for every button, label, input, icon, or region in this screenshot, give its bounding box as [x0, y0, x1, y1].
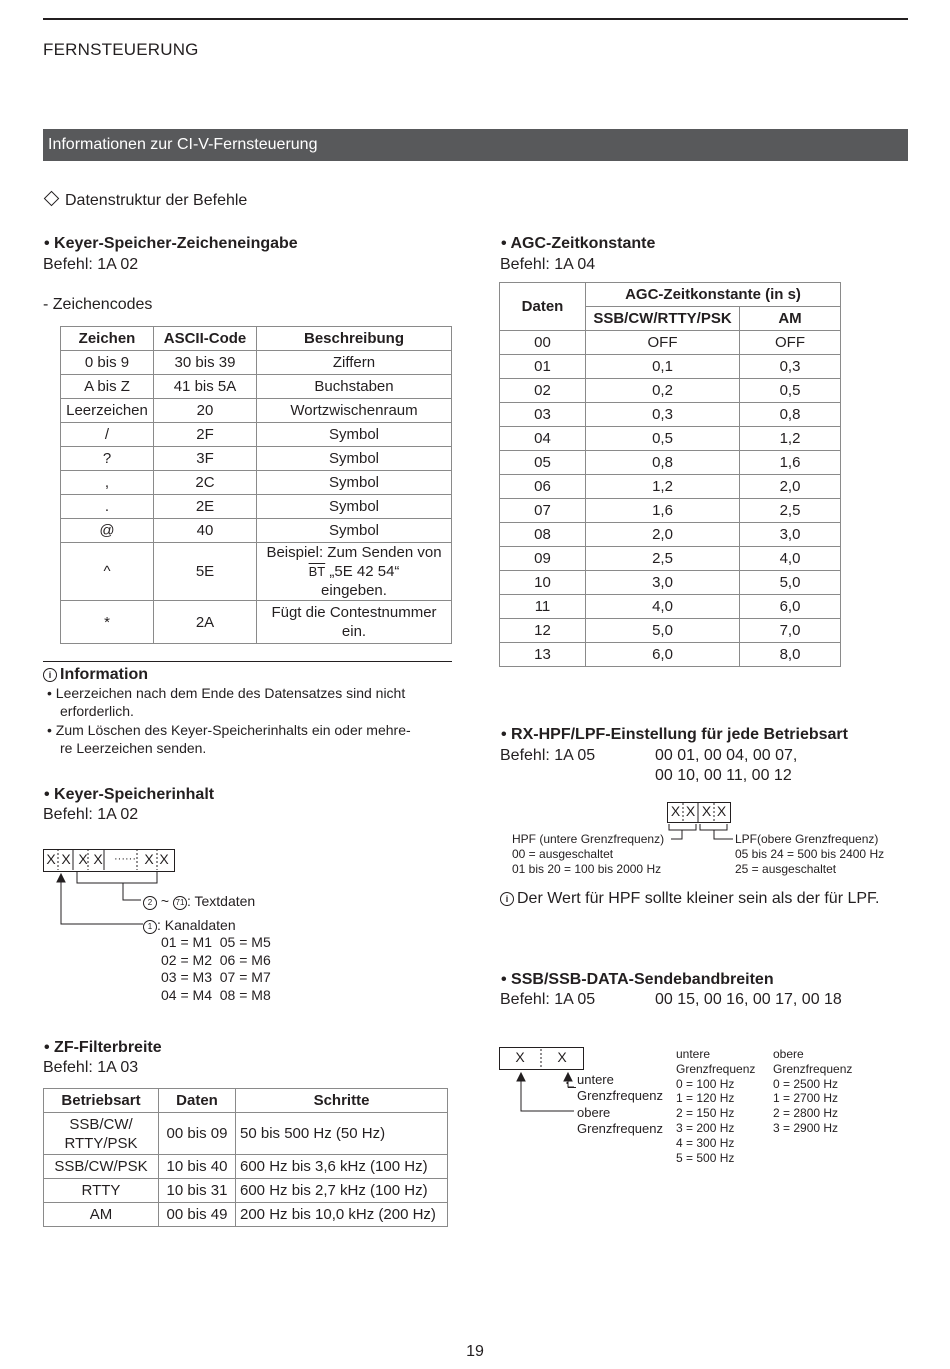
agc-command: Befehl: 1A 04 — [500, 256, 596, 273]
table-row — [500, 643, 841, 667]
table-cell: ? — [61, 447, 154, 471]
table-cell: 2C — [154, 471, 257, 495]
legend-line: LPF(obere Grenzfrequenz) — [735, 832, 879, 846]
table-cell: 3,0 — [740, 523, 841, 547]
channel-list — [161, 934, 271, 1004]
channel-arrow — [50, 872, 150, 932]
rx-values-line: 00 10, 00 11, 00 12 — [655, 767, 792, 784]
table-cell: 5E — [154, 543, 257, 601]
cell-line: RTTY/PSK — [64, 1134, 138, 1152]
legend-line: 01 bis 20 = 100 bis 2000 Hz — [512, 862, 662, 876]
info-icon: i — [500, 892, 514, 906]
ssb-title: • SSB/SSB-DATA-Sendebandbreiten — [501, 971, 774, 988]
table-cell: 0,3 — [740, 355, 841, 379]
channel-entry: 03 = M3 — [161, 969, 212, 985]
table-cell: 07 — [500, 499, 586, 523]
cell-line: ein. — [341, 623, 367, 640]
value-line: 5 = 500 Hz — [676, 1150, 735, 1165]
table-cell: 5,0 — [586, 619, 740, 643]
cell-line: Beispiel: Zum Senden von — [266, 544, 442, 561]
table-row — [500, 331, 841, 355]
data-cell: X — [685, 803, 696, 819]
top-rule — [43, 18, 908, 20]
table-cell: 09 — [500, 547, 586, 571]
table-cell: 08 — [500, 523, 586, 547]
legend-line: 05 bis 24 = 500 bis 2400 Hz — [735, 847, 885, 861]
table-cell: 10 bis 31 — [159, 1179, 236, 1203]
info-text: re Leerzeichen senden. — [60, 740, 207, 756]
table-cell: 00 bis 09 — [159, 1113, 236, 1155]
table-cell: 11 — [500, 595, 586, 619]
cell-line — [257, 562, 451, 581]
legend-line: 25 = ausgeschaltet — [735, 862, 837, 876]
table-row — [500, 595, 841, 619]
value-line: 0 = 100 Hz — [676, 1076, 735, 1091]
table-cell: 200 Hz bis 10,0 kHz (200 Hz) — [236, 1203, 448, 1227]
table-cell: 5,0 — [740, 571, 841, 595]
ssb-lower-values — [676, 1047, 755, 1165]
rx-command: Befehl: 1A 05 — [500, 747, 596, 764]
page-number: 19 — [466, 1343, 484, 1360]
channel-entry: 07 = M7 — [219, 969, 271, 985]
textdata-text: : Textdaten — [186, 893, 256, 909]
table-cell: 20 — [154, 399, 257, 423]
cell-line: SSB/CW/ — [69, 1115, 133, 1133]
value-line: 2 = 2800 Hz — [773, 1106, 839, 1121]
table-cell: Ziffern — [257, 351, 452, 375]
table-cell: Buchstaben — [257, 375, 452, 399]
table-cell: 50 bis 500 Hz (50 Hz) — [236, 1113, 448, 1155]
range-sep: ~ — [157, 893, 173, 909]
table-cell: 04 — [500, 427, 586, 451]
column-header: Daten — [500, 283, 586, 331]
keyer-content-command: Befehl: 1A 02 — [43, 806, 139, 823]
table-cell: 40 — [154, 519, 257, 543]
rx-values-line: 00 01, 00 04, 00 07, — [655, 747, 798, 764]
value-line: 3 = 2900 Hz — [773, 1120, 839, 1135]
circled-number: 1 — [143, 920, 157, 934]
value-line: 3 = 200 Hz — [676, 1120, 735, 1135]
legend-line: 00 = ausgeschaltet — [512, 847, 614, 861]
table-row — [44, 1113, 448, 1155]
section-banner: Informationen zur CI-V-Fernsteuerung — [43, 129, 908, 161]
char-codes-label: - Zeichencodes — [43, 296, 153, 313]
prosign-bt: $\overline{BT}$ — [308, 564, 326, 579]
data-cell: X — [670, 803, 681, 819]
rx-note-text: Der Wert für HPF sollte kleiner sein als der für LPF. — [517, 890, 880, 907]
ssb-values: 00 15, 00 16, 00 17, 00 18 — [655, 991, 842, 1008]
table-cell: * — [61, 601, 154, 644]
keyer-content-title: • Keyer-Speicherinhalt — [44, 786, 215, 803]
ssb-upper-label — [577, 1105, 663, 1136]
table-cell: 1,2 — [586, 475, 740, 499]
table-cell: @ — [61, 519, 154, 543]
table-cell: 0,8 — [586, 451, 740, 475]
table-row — [61, 447, 452, 471]
channel-entry: 04 = M4 — [161, 986, 212, 1003]
info-title: Information — [60, 666, 148, 683]
table-cell: Symbol — [257, 447, 452, 471]
ssb-command: Befehl: 1A 05 — [500, 991, 596, 1008]
data-cell: X — [557, 1049, 567, 1065]
data-cell: X — [515, 1049, 525, 1065]
data-cell: X — [46, 851, 56, 867]
legend-line: HPF (untere Grenzfrequenz) — [512, 832, 665, 846]
textdata-label — [143, 892, 255, 910]
table-cell: 2E — [154, 495, 257, 519]
label-line: untere — [577, 1072, 614, 1087]
table-cell: 0,2 — [586, 379, 740, 403]
table-row — [500, 475, 841, 499]
rx-note — [500, 889, 880, 909]
agc-title: • AGC-Zeitkonstante — [501, 235, 656, 252]
table-row — [500, 379, 841, 403]
circled-number: 2 — [143, 896, 157, 910]
table-row — [61, 375, 452, 399]
table-row — [61, 423, 452, 447]
table-cell: 2,0 — [586, 523, 740, 547]
column-header: AGC-Zeitkonstante (in s) — [586, 283, 841, 307]
info-bullet: • Zum Löschen des Keyer-Speicherinhalts ein oder mehre- re Leerzeichen senden. — [47, 722, 411, 756]
value-line: 1 = 2700 Hz — [773, 1091, 839, 1106]
section-heading — [43, 191, 247, 211]
table-cell: SSB/CW/PSK — [44, 1155, 159, 1179]
page-header: FERNSTEUERUNG — [43, 40, 199, 59]
column-header: Betriebsart — [44, 1089, 159, 1113]
table-row — [61, 495, 452, 519]
table-row — [500, 619, 841, 643]
table-cell: Leerzeichen — [61, 399, 154, 423]
table-cell: 41 bis 5A — [154, 375, 257, 399]
table-cell: Wortzwischenraum — [257, 399, 452, 423]
table-cell: 00 bis 49 — [159, 1203, 236, 1227]
table-cell: . — [61, 495, 154, 519]
agc-table — [499, 282, 841, 667]
table-cell: 4,0 — [586, 595, 740, 619]
table-cell: 10 — [500, 571, 586, 595]
info-text: Leerzeichen nach dem Ende des Datensatzes sind nicht — [55, 685, 406, 701]
table-cell: 06 — [500, 475, 586, 499]
table-cell: OFF — [740, 331, 841, 355]
table-cell: Symbol — [257, 519, 452, 543]
table-cell — [44, 1113, 159, 1155]
value-line: obere — [773, 1047, 804, 1061]
table-row — [44, 1155, 448, 1179]
table-cell: / — [61, 423, 154, 447]
ssb-lower-label — [577, 1072, 663, 1103]
table-row — [500, 451, 841, 475]
info-text: erforderlich. — [60, 703, 134, 719]
table-cell: 2A — [154, 601, 257, 644]
column-header: Schritte — [236, 1089, 448, 1113]
ellipsis-dots: ······ — [114, 853, 136, 865]
table-row — [61, 399, 452, 423]
label-line: Grenzfrequenz — [577, 1087, 663, 1103]
table-cell: 1,6 — [740, 451, 841, 475]
column-header: ASCII-Code — [154, 327, 257, 351]
table-cell: 0,5 — [586, 427, 740, 451]
table-row — [61, 601, 452, 644]
label-line: obere — [577, 1105, 611, 1120]
table-cell: 3F — [154, 447, 257, 471]
channel-entry: 08 = M8 — [219, 986, 271, 1003]
table-cell: 1,2 — [740, 427, 841, 451]
value-line: Grenzfrequenz — [676, 1061, 756, 1076]
table-cell: 02 — [500, 379, 586, 403]
label-line: Grenzfrequenz — [577, 1120, 663, 1136]
section-heading-text: Datenstruktur der Befehle — [65, 192, 248, 209]
info-rule — [43, 661, 452, 662]
diamond-icon — [44, 191, 60, 207]
table-row — [500, 427, 841, 451]
table-cell: 05 — [500, 451, 586, 475]
info-icon: i — [43, 668, 57, 682]
info-heading — [43, 665, 148, 685]
table-cell: 600 Hz bis 2,7 kHz (100 Hz) — [236, 1179, 448, 1203]
table-cell: RTTY — [44, 1179, 159, 1203]
column-header: SSB/CW/RTTY/PSK — [586, 307, 740, 331]
channel-entry: 06 = M6 — [219, 951, 271, 968]
channel-entry: 01 = M1 — [161, 934, 212, 950]
table-cell: 2,5 — [740, 499, 841, 523]
channel-entry: 02 = M2 — [161, 951, 212, 968]
data-cell: X — [78, 851, 88, 867]
keyer-input-command: Befehl: 1A 02 — [43, 256, 139, 273]
zf-table — [43, 1088, 448, 1227]
table-row — [61, 543, 452, 601]
table-cell: A bis Z — [61, 375, 154, 399]
table-cell: 0,8 — [740, 403, 841, 427]
rx-values — [655, 746, 797, 786]
info-text: Zum Löschen des Keyer-Speicherinhalts ein oder mehre- — [55, 722, 411, 738]
data-cell: X — [701, 803, 712, 819]
upper-tick — [568, 1087, 576, 1088]
table-cell: 13 — [500, 643, 586, 667]
table-cell: 1,6 — [586, 499, 740, 523]
rx-title: • RX-HPF/LPF-Einstellung für jede Betriebsart — [501, 726, 848, 743]
table-cell: 03 — [500, 403, 586, 427]
cell-line: eingeben. — [321, 582, 387, 599]
column-header: Beschreibung — [257, 327, 452, 351]
table-cell: 0 bis 9 — [61, 351, 154, 375]
table-cell: Symbol — [257, 423, 452, 447]
value-line: 0 = 2500 Hz — [773, 1076, 839, 1091]
table-row — [500, 355, 841, 379]
table-cell: 7,0 — [740, 619, 841, 643]
table-row — [500, 403, 841, 427]
table-cell: 0,1 — [586, 355, 740, 379]
table-cell: 8,0 — [740, 643, 841, 667]
table-row — [44, 1179, 448, 1203]
data-cell: X — [93, 851, 103, 867]
table-row — [61, 471, 452, 495]
column-header: Zeichen — [61, 327, 154, 351]
cell-text: „5E 42 54“ — [325, 563, 400, 580]
table-row — [500, 499, 841, 523]
table-cell — [257, 543, 452, 601]
table-cell: 01 — [500, 355, 586, 379]
value-line: Grenzfrequenz — [773, 1061, 853, 1076]
table-cell: Symbol — [257, 471, 452, 495]
table-cell: OFF — [586, 331, 740, 355]
info-bullet: • Leerzeichen nach dem Ende des Datensatzes sind nicht erforderlich. — [47, 685, 406, 719]
table-cell: 0,5 — [740, 379, 841, 403]
char-code-table — [60, 326, 452, 644]
table-cell: , — [61, 471, 154, 495]
data-cell: X — [716, 803, 727, 819]
channel-entry: 05 = M5 — [219, 934, 271, 950]
table-cell: 00 — [500, 331, 586, 355]
table-cell: 6,0 — [586, 643, 740, 667]
value-line: 2 = 150 Hz — [676, 1106, 735, 1121]
data-cell: X — [159, 851, 169, 867]
table-cell: 600 Hz bis 3,6 kHz (100 Hz) — [236, 1155, 448, 1179]
value-line: 4 = 300 Hz — [676, 1135, 735, 1150]
table-cell: 0,3 — [586, 403, 740, 427]
table-row — [44, 1203, 448, 1227]
keyer-input-title: • Keyer-Speicher-Zeicheneingabe — [44, 235, 298, 252]
table-cell: 2,0 — [740, 475, 841, 499]
table-cell: 10 bis 40 — [159, 1155, 236, 1179]
table-cell: 6,0 — [740, 595, 841, 619]
table-cell: 12 — [500, 619, 586, 643]
hpf-legend — [512, 832, 664, 877]
column-header: AM — [740, 307, 841, 331]
cell-line: Fügt die Contestnummer — [271, 604, 437, 621]
table-cell: 4,0 — [740, 547, 841, 571]
table-cell: 2F — [154, 423, 257, 447]
table-cell: ^ — [61, 543, 154, 601]
column-header: Daten — [159, 1089, 236, 1113]
table-row — [61, 519, 452, 543]
table-row — [500, 571, 841, 595]
data-cell: X — [61, 851, 71, 867]
table-cell: AM — [44, 1203, 159, 1227]
ssb-upper-values — [773, 1047, 852, 1136]
data-cell: X — [144, 851, 154, 867]
table-cell: 2,5 — [586, 547, 740, 571]
lpf-legend — [735, 832, 884, 877]
table-row — [61, 351, 452, 375]
channel-label — [143, 916, 236, 934]
table-header-row — [500, 283, 841, 307]
zf-title: • ZF-Filterbreite — [44, 1039, 162, 1056]
table-cell — [257, 601, 452, 644]
table-row — [500, 547, 841, 571]
channel-text: : Kanaldaten — [157, 917, 236, 933]
circled-number: 71 — [173, 896, 187, 910]
table-header-row — [44, 1089, 448, 1113]
zf-command: Befehl: 1A 03 — [43, 1059, 139, 1076]
table-cell: 3,0 — [586, 571, 740, 595]
table-cell: 30 bis 39 — [154, 351, 257, 375]
value-line: 1 = 120 Hz — [676, 1091, 735, 1106]
table-row — [500, 523, 841, 547]
table-header-row — [61, 327, 452, 351]
value-line: untere — [676, 1047, 711, 1061]
table-cell: Symbol — [257, 495, 452, 519]
